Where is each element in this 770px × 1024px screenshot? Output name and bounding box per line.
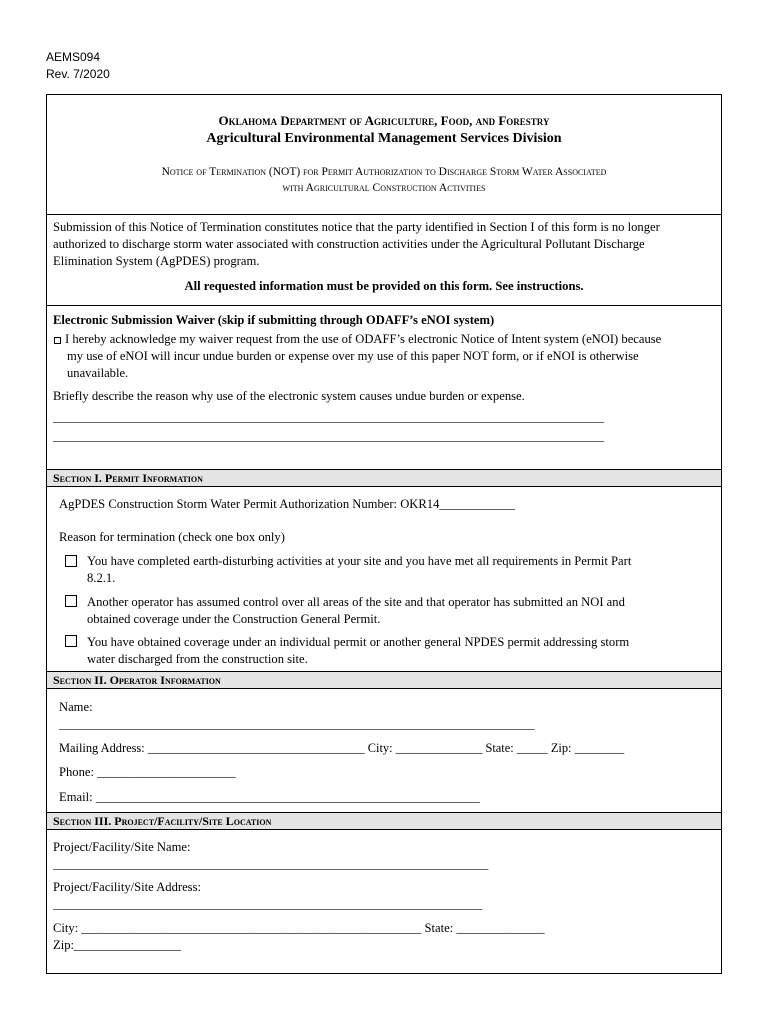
form-revision: Rev. 7/2020 <box>46 67 110 81</box>
intro-line2: authorized to discharge storm water associated with construction activities under the Agricultural Pollutant Discharge <box>53 237 645 251</box>
reason-checkbox-completed[interactable] <box>65 555 77 567</box>
intro-line1: Submission of this Notice of Termination constitutes notice that the party identified in Section I of this form is no longer <box>53 220 660 234</box>
waiver-ack-line3: unavailable. <box>67 366 129 380</box>
reason-option-2-line1: Another operator has assumed control over all areas of the site and that operator has submitted an NOI and <box>87 595 625 609</box>
permit-number-field[interactable]: AgPDES Construction Storm Water Permit Authorization Number: OKR14____________ <box>59 497 515 511</box>
waiver-describe-label: Briefly describe the reason why use of the electronic system causes undue burden or expense. <box>53 389 525 403</box>
phone-field[interactable]: Phone: ______________________ <box>59 765 236 779</box>
reason-checkbox-other-permit[interactable] <box>65 635 77 647</box>
waiver-ack-line1: I hereby acknowledge my waiver request from the use of ODAFF’s electronic Notice of Intent system (eNOI) because <box>65 332 662 346</box>
intro-line3: Elimination System (AgPDES) program. <box>53 254 260 268</box>
form-code: AEMS094 <box>46 50 101 64</box>
operator-name-label: Name: <box>59 700 93 714</box>
site-name-label: Project/Facility/Site Name: <box>53 840 191 854</box>
section1-title: Section I. Permit Information <box>53 471 203 485</box>
divider <box>47 305 721 306</box>
agency-name: Oklahoma Department of Agriculture, Food, and Forestry <box>218 113 550 128</box>
reason-option-3-line1: You have obtained coverage under an individual permit or another general NPDES permit addressing storm <box>87 635 630 649</box>
section3-title: Section III. Project/Facility/Site Location <box>53 814 272 828</box>
site-zip-field[interactable]: Zip:_________________ <box>53 938 182 952</box>
email-field[interactable]: Email: _____________________________________________________________ <box>59 790 480 804</box>
operator-name-field[interactable]: __________________________________________________________________________________ <box>59 717 535 731</box>
form-title-line2: with Agricultural Construction Activities <box>282 182 486 194</box>
reason-label: Reason for termination (check one box only) <box>59 530 285 544</box>
site-address-label: Project/Facility/Site Address: <box>53 880 201 894</box>
division-name: Agricultural Environmental Management Services Division <box>206 131 562 146</box>
reason-option-2-line2: obtained coverage under the Construction General Permit. <box>87 612 381 626</box>
reason-checkbox-new-operator[interactable] <box>65 595 77 607</box>
waiver-reason-line[interactable]: _______________________________________________________________________________________________ <box>53 429 605 443</box>
form-id-block <box>46 49 110 83</box>
divider <box>47 214 721 215</box>
reason-option-1-line1: You have completed earth-disturbing activities at your site and you have met all requirements in Permit Part <box>87 554 632 568</box>
site-address-field[interactable]: __________________________________________________________________________ <box>53 897 483 911</box>
section3-header <box>47 812 721 830</box>
site-name-field[interactable]: ___________________________________________________________________________ <box>53 857 489 871</box>
form-frame <box>46 94 722 974</box>
waiver-ack-line2: my use of eNOI will incur undue burden or expense over my use of this paper NOT form, or if eNOI is otherwise <box>67 349 639 363</box>
section1-header <box>47 469 721 487</box>
mailing-address-field[interactable]: Mailing Address: ___________________________________ City: ______________ State: _____ Zip: ________ <box>59 741 625 755</box>
waiver-reason-line[interactable]: _______________________________________________________________________________________________ <box>53 410 605 424</box>
site-city-state-field[interactable]: City: ______________________________________________________ State: ______________ <box>53 921 545 935</box>
reason-option-3-line2: water discharged from the construction site. <box>87 652 308 666</box>
form-title-line1: Notice of Termination (NOT) for Permit Authorization to Discharge Storm Water Associated <box>161 166 607 178</box>
section2-header <box>47 671 721 689</box>
reason-option-1-line2: 8.2.1. <box>87 571 116 585</box>
waiver-heading: Electronic Submission Waiver (skip if submitting through ODAFF’s eNOI system) <box>53 313 495 327</box>
section2-title: Section II. Operator Information <box>53 673 221 687</box>
waiver-checkbox[interactable] <box>54 337 61 344</box>
required-notice: All requested information must be provided on this form. See instructions. <box>184 279 584 293</box>
